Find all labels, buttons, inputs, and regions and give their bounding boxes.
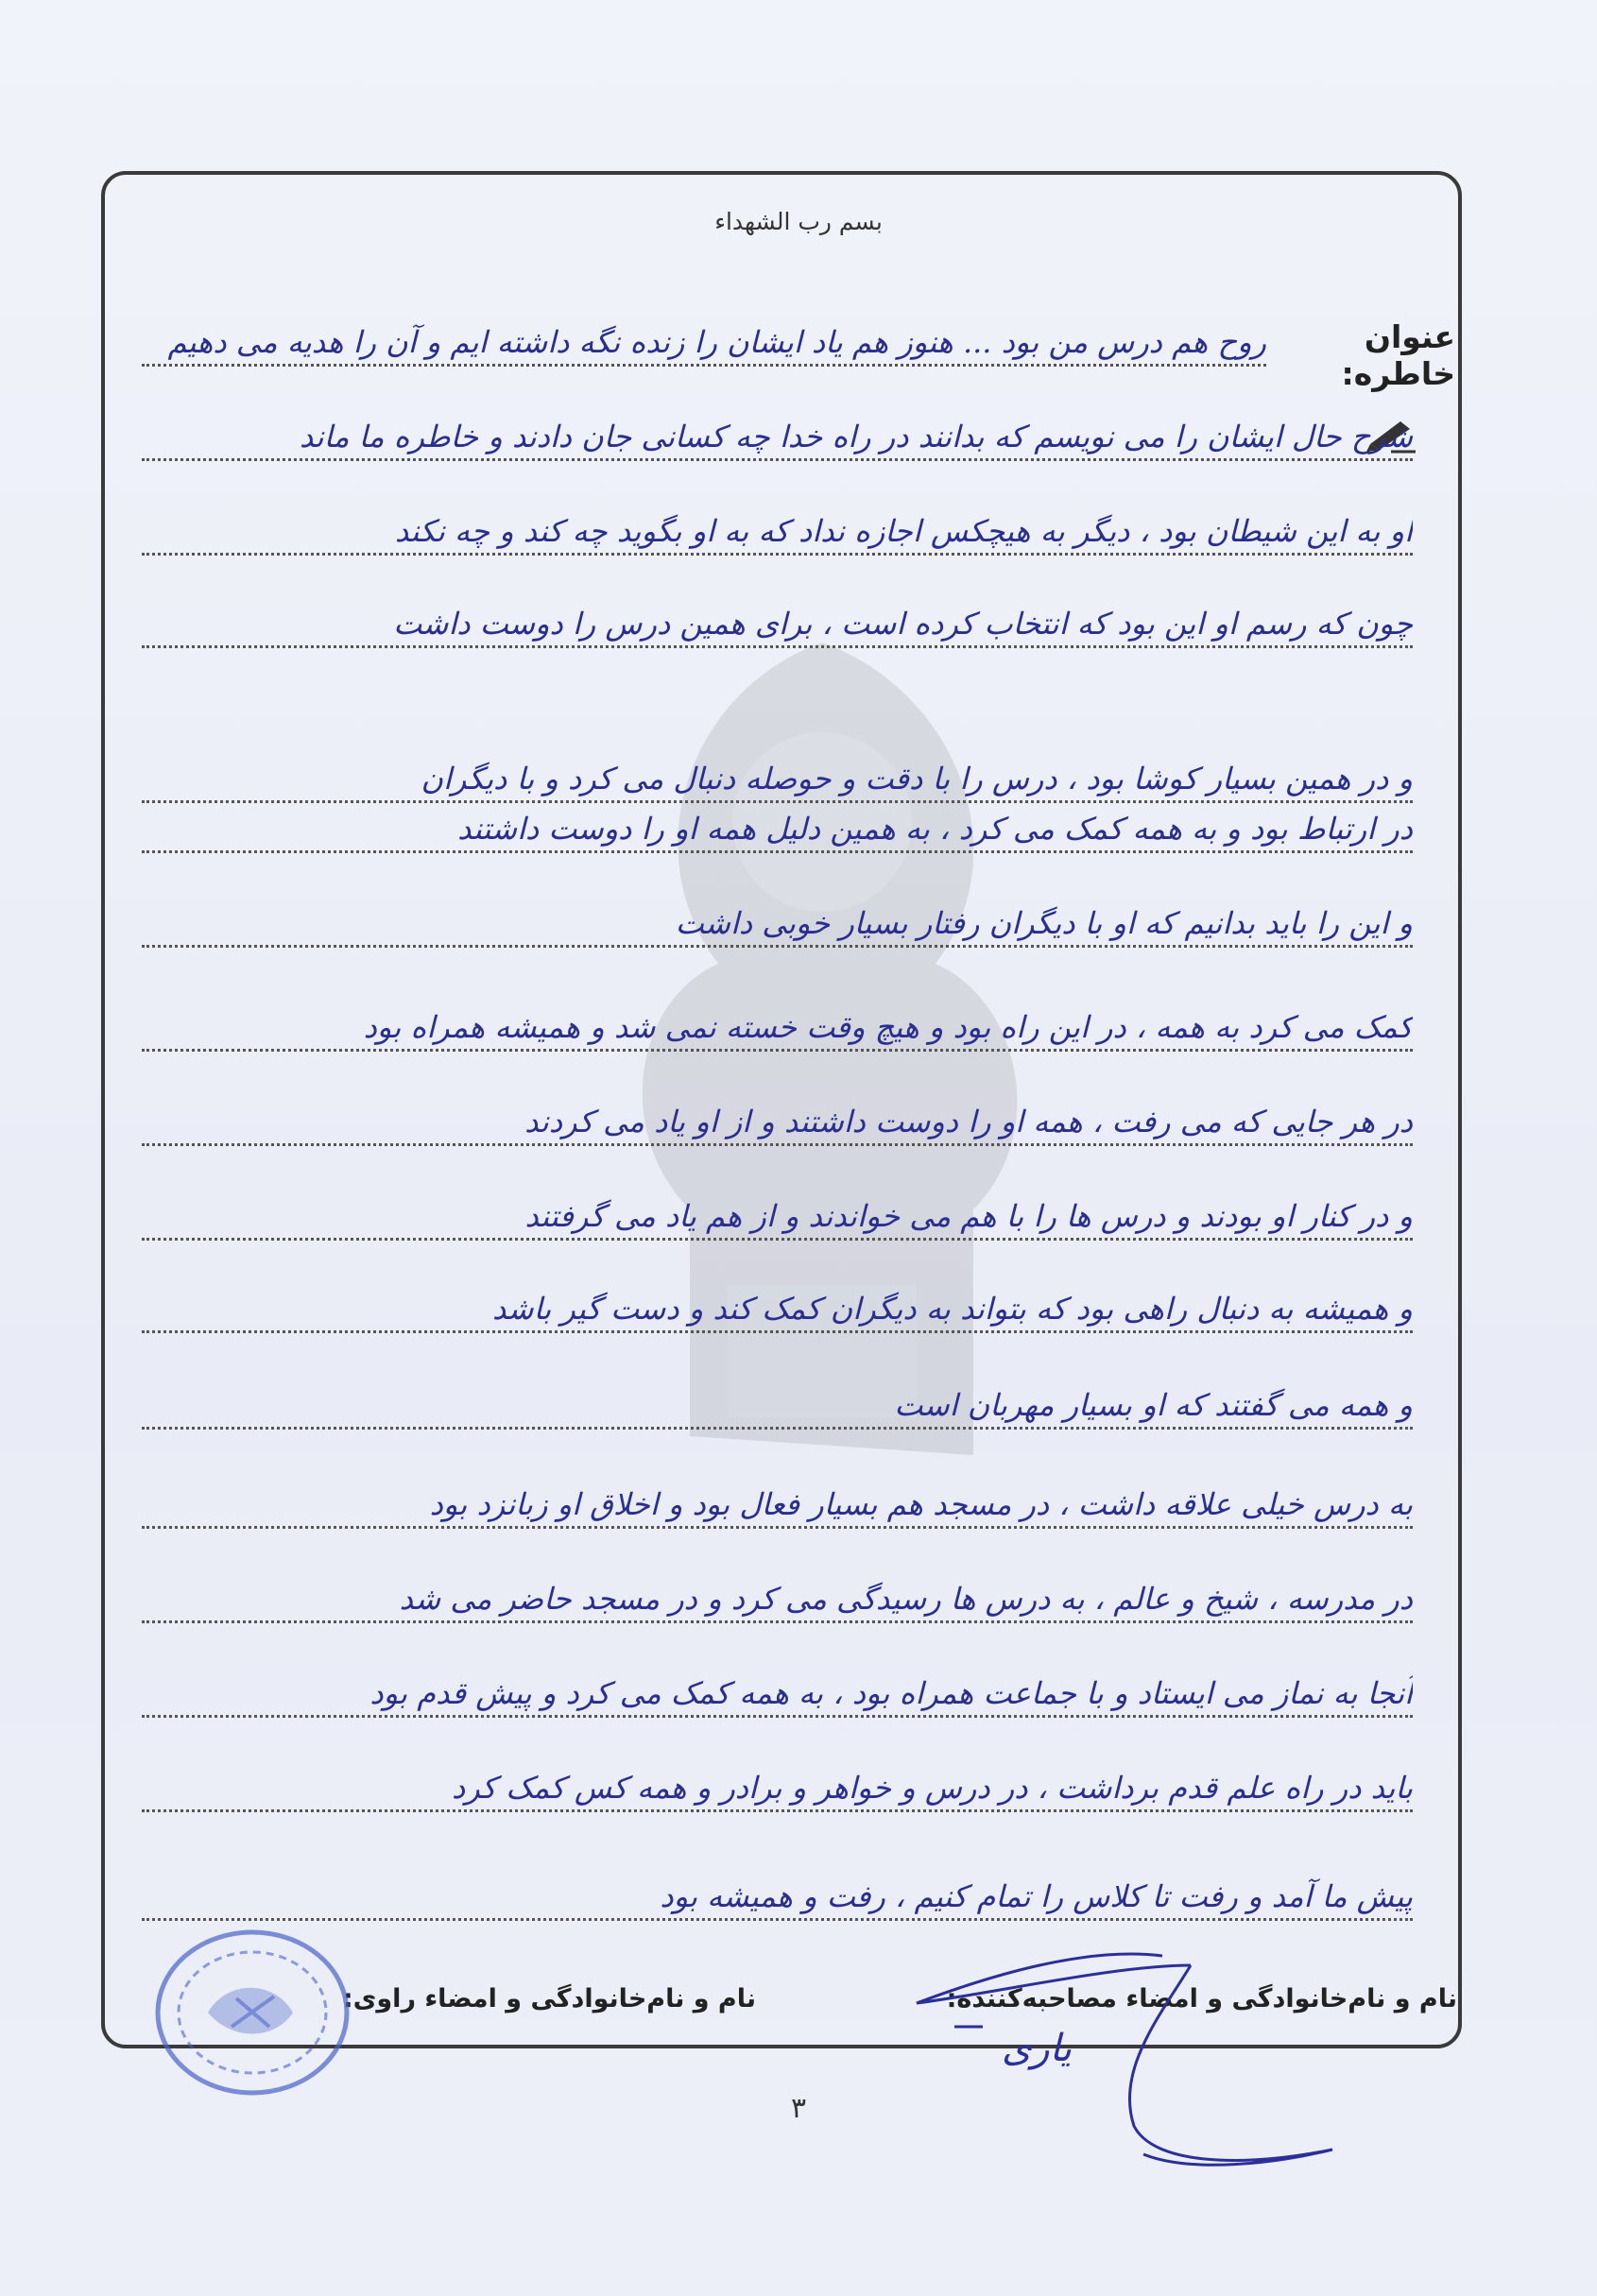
form-line-8 xyxy=(142,992,1413,1052)
handwritten-line: روح هم درس من بود ... هنوز هم یاد ایشان را زنده نگه داشته ایم و آن را هدیه می دهیم xyxy=(167,324,1266,360)
handwritten-line: و همه می گفتند که او بسیار مهربان است xyxy=(894,1387,1413,1423)
narrator-signature-label: نام و نام‌خانوادگی و امضاء راوی: xyxy=(342,1984,756,2013)
form-line-17 xyxy=(142,1861,1413,1921)
handwritten-line: در هر جایی که می رفت ، همه او را دوست داشتند و از او یاد می کردند xyxy=(524,1104,1413,1139)
handwritten-line: کمک می کرد به همه ، در این راه بود و هیچ وقت خسته نمی شد و همیشه همراه بود xyxy=(363,1009,1413,1045)
handwritten-line: پیش ما آمد و رفت تا کلاس را تمام کنیم ، رفت و همیشه بود xyxy=(660,1878,1413,1914)
form-line-15 xyxy=(142,1658,1413,1718)
handwritten-line: شرح حال ایشان را می نویسم که بدانند در راه خدا چه کسانی جان دادند و خاطره ما ماند xyxy=(299,419,1413,454)
form-line-12 xyxy=(142,1370,1413,1430)
handwritten-line: باید در راه علم قدم برداشت ، در درس و خواهر و برادر و همه کس کمک کرد xyxy=(451,1770,1413,1806)
handwritten-line: او به این شیطان بود ، دیگر به هیچکس اجازه نداد که به او بگوید چه کند و چه نکند xyxy=(394,513,1413,549)
header-bismillah: بسم رب الشهداء xyxy=(714,208,883,235)
form-line-10 xyxy=(142,1181,1413,1241)
handwritten-line: و در همین بسیار کوشا بود ، درس را با دقت و حوصله دنبال می کرد و با دیگران xyxy=(421,761,1413,797)
handwritten-line: و در کنار او بودند و درس ها را با هم می خواندند و از هم یاد می گرفتند xyxy=(524,1198,1413,1234)
form-line-6 xyxy=(142,794,1413,853)
handwritten-line: و این را باید بدانیم که او با دیگران رفتار بسیار خوبی داشت xyxy=(675,905,1413,941)
handwritten-line: در ارتباط بود و به همه کمک می کرد ، به همین دلیل همه او را دوست داشتند xyxy=(457,811,1413,847)
handwritten-line: به درس خیلی علاقه داشت ، در مسجد هم بسیار فعال بود و اخلاق او زبانزد بود xyxy=(429,1486,1413,1522)
page-number: ۳ xyxy=(790,2092,807,2125)
form-line-9 xyxy=(142,1087,1413,1146)
form-line-1 xyxy=(142,307,1266,367)
interviewer-signature-name: یاری xyxy=(1002,2027,1072,2070)
handwritten-line: در مدرسه ، شیخ و عالم ، به درس ها رسیدگی می کرد و در مسجد حاضر می شد xyxy=(399,1581,1413,1617)
form-line-14 xyxy=(142,1564,1413,1623)
form-line-2 xyxy=(142,402,1413,461)
interviewer-signature xyxy=(879,1937,1408,2183)
form-line-13 xyxy=(142,1469,1413,1529)
form-line-4 xyxy=(142,589,1413,648)
interviewer-signature-label: نام و نام‌خانوادگی و امضاء مصاحبه‌کننده: xyxy=(946,1984,1457,2013)
form-line-3 xyxy=(142,496,1413,556)
form-line-7 xyxy=(142,888,1413,948)
form-line-11 xyxy=(142,1274,1413,1333)
ink-stamp xyxy=(151,1923,354,2102)
handwritten-line: چون که رسم او این بود که انتخاب کرده است ، برای همین درس را دوست داشت xyxy=(393,606,1413,642)
handwritten-line: آنجا به نماز می ایستاد و با جماعت همراه بود ، به همه کمک می کرد و پیش قدم بود xyxy=(369,1675,1413,1711)
handwritten-line: و همیشه به دنبال راهی بود که بتواند به دیگران کمک کند و دست گیر باشد xyxy=(491,1291,1413,1327)
form-line-16 xyxy=(142,1753,1413,1812)
memory-title-label: عنوان خاطره: xyxy=(1341,318,1455,392)
